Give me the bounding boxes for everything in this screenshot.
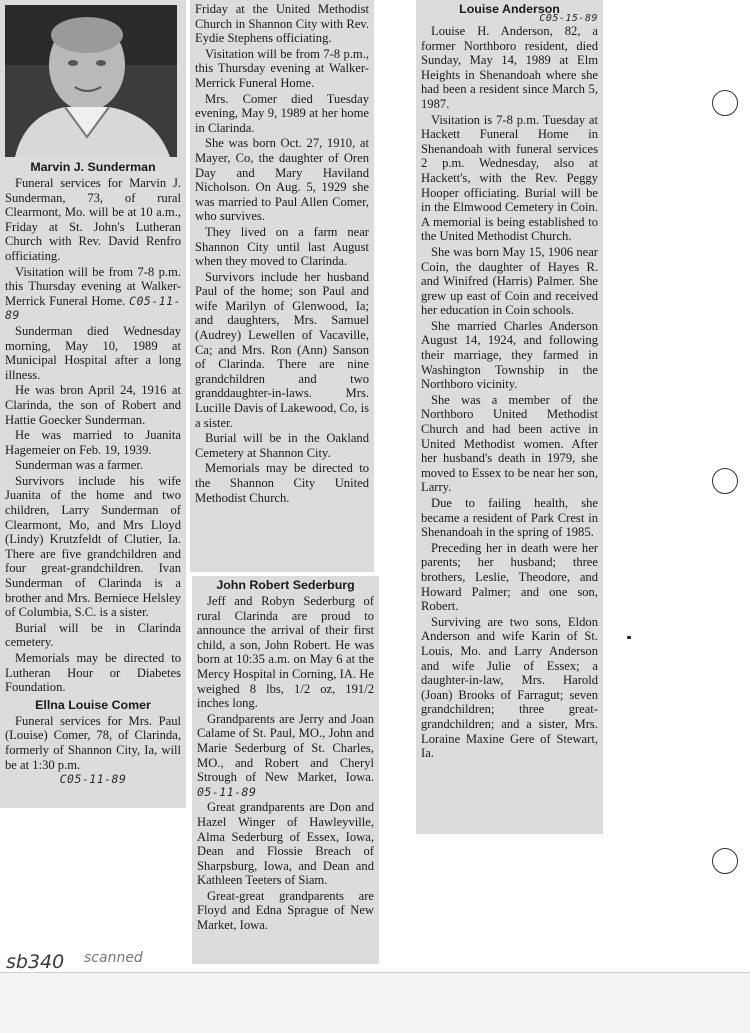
anderson-paragraph: She was a member of the Northboro United Methodist Church and had been active in United Methodist women. After her husband's death in 1979, she moved to Essex to be near her son, Larry. bbox=[421, 392, 598, 495]
comer-paragraph: They lived on a farm near Shannon City until last August when they moved to Clarinda. bbox=[195, 224, 369, 269]
comer-paragraph: Visitation will be from 7-8 p.m., this Thursday evening at Walker-Merrick Funeral Home. bbox=[195, 46, 369, 90]
comer-heading: Ellna Louise Comer bbox=[35, 697, 151, 712]
sederburg-paragraph: Jeff and Robyn Sederburg of rural Clarinda are proud to announce the arrival of their first child, a son, John Robert. He was born at 10:35 a.m. on May 6 at the Mercy Hospital in Corning, IA. He weighed 8 lbs, 1/2 oz, 191/2 inches long. bbox=[197, 594, 374, 711]
anderson-paragraph: Louise H. Anderson, 82, a former Northboro resident, died Sunday, May 14, 1989 at Elm Heights in Shenandoah where she had been a resident since March 5, 1987. bbox=[421, 24, 598, 111]
sunderman-heading: Marvin J. Sunderman bbox=[30, 160, 156, 174]
comer-paragraph: Friday at the United Methodist Church in Shannon City with Rev. Eydie Stephens officiating. bbox=[195, 2, 369, 46]
sunderman-paragraph: Survivors include his wife Juanita of the home and two children, Larry Sunderman of Clearmont, Mo, and Mrs Lloyd (Lindy) Krutzfeldt of Clutier, Ia. There are five grandchildren and four great-grandchildren. Ivan Sunderman of Clarinda is a brother and Mrs. Berniece Helsley of Columbia, S.C. is a sister. bbox=[5, 473, 181, 620]
id-pencil-note: sb340 bbox=[6, 951, 65, 973]
clipping-sunderman bbox=[0, 0, 186, 808]
sederburg-paragraph: Great-great grandparents are Floyd and Edna Sprague of New Market, Iowa. bbox=[197, 888, 374, 933]
anderson-paragraph: She was born May 15, 1906 near Coin, the daughter of Hayes R. and Winifred (Harris) Palmer. She grew up east of Coin and received her education in Coin schools. bbox=[421, 244, 598, 318]
anderson-paragraph: Surviving are two sons, Eldon Anderson and wife Karin of St. Louis, Mo. and Larry Anderson and wife Julie of Essex; a daughter-in-law, Mrs. Harold (Joan) Brooks of Farragut; seven grandchildren; three great-grandchildren; and a sister, Mrs. Loraine Maxine Gere of Stewart, Ia. bbox=[421, 614, 598, 761]
comer-paragraph: Survivors include her husband Paul of the home; son Paul and wife Marilyn of Glenwood, Ia; and daughters, Mrs. Samuel (Audrey) Lewellen of Vacaville, Ca; and Mrs. Ron (Ann) Sanson of Clarinda. There are nine grandchildren and two granddaughter-in-laws. Mrs. Lucille Davis of Lakewood, Co, is a sister. bbox=[195, 269, 369, 430]
comer-paragraph: Funeral services for Mrs. Paul (Louise) Comer, 78, of Clarinda, formerly of Shannon City, Ia, will be at 1:30 p.m. bbox=[5, 713, 181, 772]
sunderman-paragraph: Memorials may be directed to Lutheran Hour or Diabetes Foundation. bbox=[5, 651, 181, 695]
sederburg-date-note: 05-11-89 bbox=[197, 784, 257, 799]
sunderman-paragraph: Burial will be in Clarinda cemetery. bbox=[5, 620, 181, 650]
comer-paragraph: Memorials may be directed to the Shannon City United Methodist Church. bbox=[195, 461, 369, 505]
sederburg-paragraph: Grandparents are Jerry and Joan Calame of St. Paul, MO., John and Marie Sederburg of St. Charles, MO., and Robert and Cheryl Strough of New Market, Iowa. 05-11-89 bbox=[197, 711, 374, 799]
clipping-anderson bbox=[416, 0, 603, 834]
sunderman-date-note: C05-11-89 bbox=[5, 293, 181, 323]
sunderman-paragraph: He was bron April 24, 1916 at Clarinda, the son of Robert and Hattie Goecker Sunderman. bbox=[5, 383, 181, 427]
sunderman-paragraph: Visitation will be from 7-8 p.m. this Thursday evening at Walker-Merrick Funeral Home. C05-11-89 bbox=[5, 264, 181, 323]
comer-paragraph: Mrs. Comer died Tuesday evening, May 9, 1989 at her home in Clarinda. bbox=[195, 91, 369, 135]
anderson-paragraph: Due to failing health, she became a resident of Park Crest in Shenandoah in the spring of 1985. bbox=[421, 496, 598, 540]
clipping-comer bbox=[190, 0, 374, 572]
sunderman-paragraph: Sunderman was a farmer. bbox=[15, 458, 143, 473]
stray-mark bbox=[627, 636, 631, 639]
portrait-photo bbox=[5, 5, 177, 157]
anderson-paragraph: Visitation is 7-8 p.m. Tuesday at Hackett Funeral Home in Shenandoah with funeral services 2 p.m. Wednesday, also at Hackett's, with the Rev. Peggy Hooper officiating. Burial will be in the Elmwood Cemetery in Coin. A memorial is being established to the United Methodist Church. bbox=[421, 112, 598, 244]
anderson-paragraph: Preceding her in death were her parents; her husband; three brothers, Leslie, Theodore, and Howard Palmer; and one son, Robert. bbox=[421, 540, 598, 614]
sunderman-paragraph: He was married to Juanita Hagemeier on Feb. 19, 1939. bbox=[5, 428, 181, 457]
anderson-paragraph: She married Charles Anderson August 14, 1924, and following their marriage, they farmed in Washington Township in the Northboro vicinity. bbox=[421, 318, 598, 392]
comer-date-note: C05-11-89 bbox=[59, 772, 127, 787]
sunderman-paragraph: Sunderman died Wednesday morning, May 10, 1989 at Municipal Hospital after a long illness. bbox=[5, 323, 181, 382]
punch-hole-top bbox=[712, 90, 738, 116]
scan-bottom-edge bbox=[0, 972, 750, 1033]
scanned-pencil-note: scanned bbox=[84, 950, 143, 966]
comer-paragraph: She was born Oct. 27, 1910, at Mayer, Co, the daughter of Oren Day and Mary Haviland Nicholson. On Aug. 5, 1929 she was married to Paul Allen Comer, who survives. bbox=[195, 136, 369, 224]
anderson-date-note: C05-15-89 bbox=[539, 13, 598, 24]
punch-hole-middle bbox=[712, 468, 738, 494]
sunderman-paragraph: Funeral services for Marvin J. Sunderman, 73, of rural Clearmont, Mo. will be at 10 a.m., Friday at St. John's Lutheran Church with Rev. David Renfro officiating. bbox=[5, 176, 181, 263]
punch-hole-bottom bbox=[712, 848, 738, 874]
clipping-sederburg bbox=[192, 576, 379, 964]
sederburg-heading: John Robert Sederburg bbox=[216, 578, 355, 592]
comer-paragraph: Burial will be in the Oakland Cemetery at Shannon City. bbox=[195, 431, 369, 460]
anderson-heading: Louise Anderson bbox=[459, 2, 560, 16]
sederburg-paragraph: Great grandparents are Don and Hazel Winger of Hawleyville, Alma Sederburg of Essex, Iowa, Dean and Flossie Breach of Sharpsburg, Iowa, and Dean and Kathleen Teeters of Siam. bbox=[197, 800, 374, 888]
